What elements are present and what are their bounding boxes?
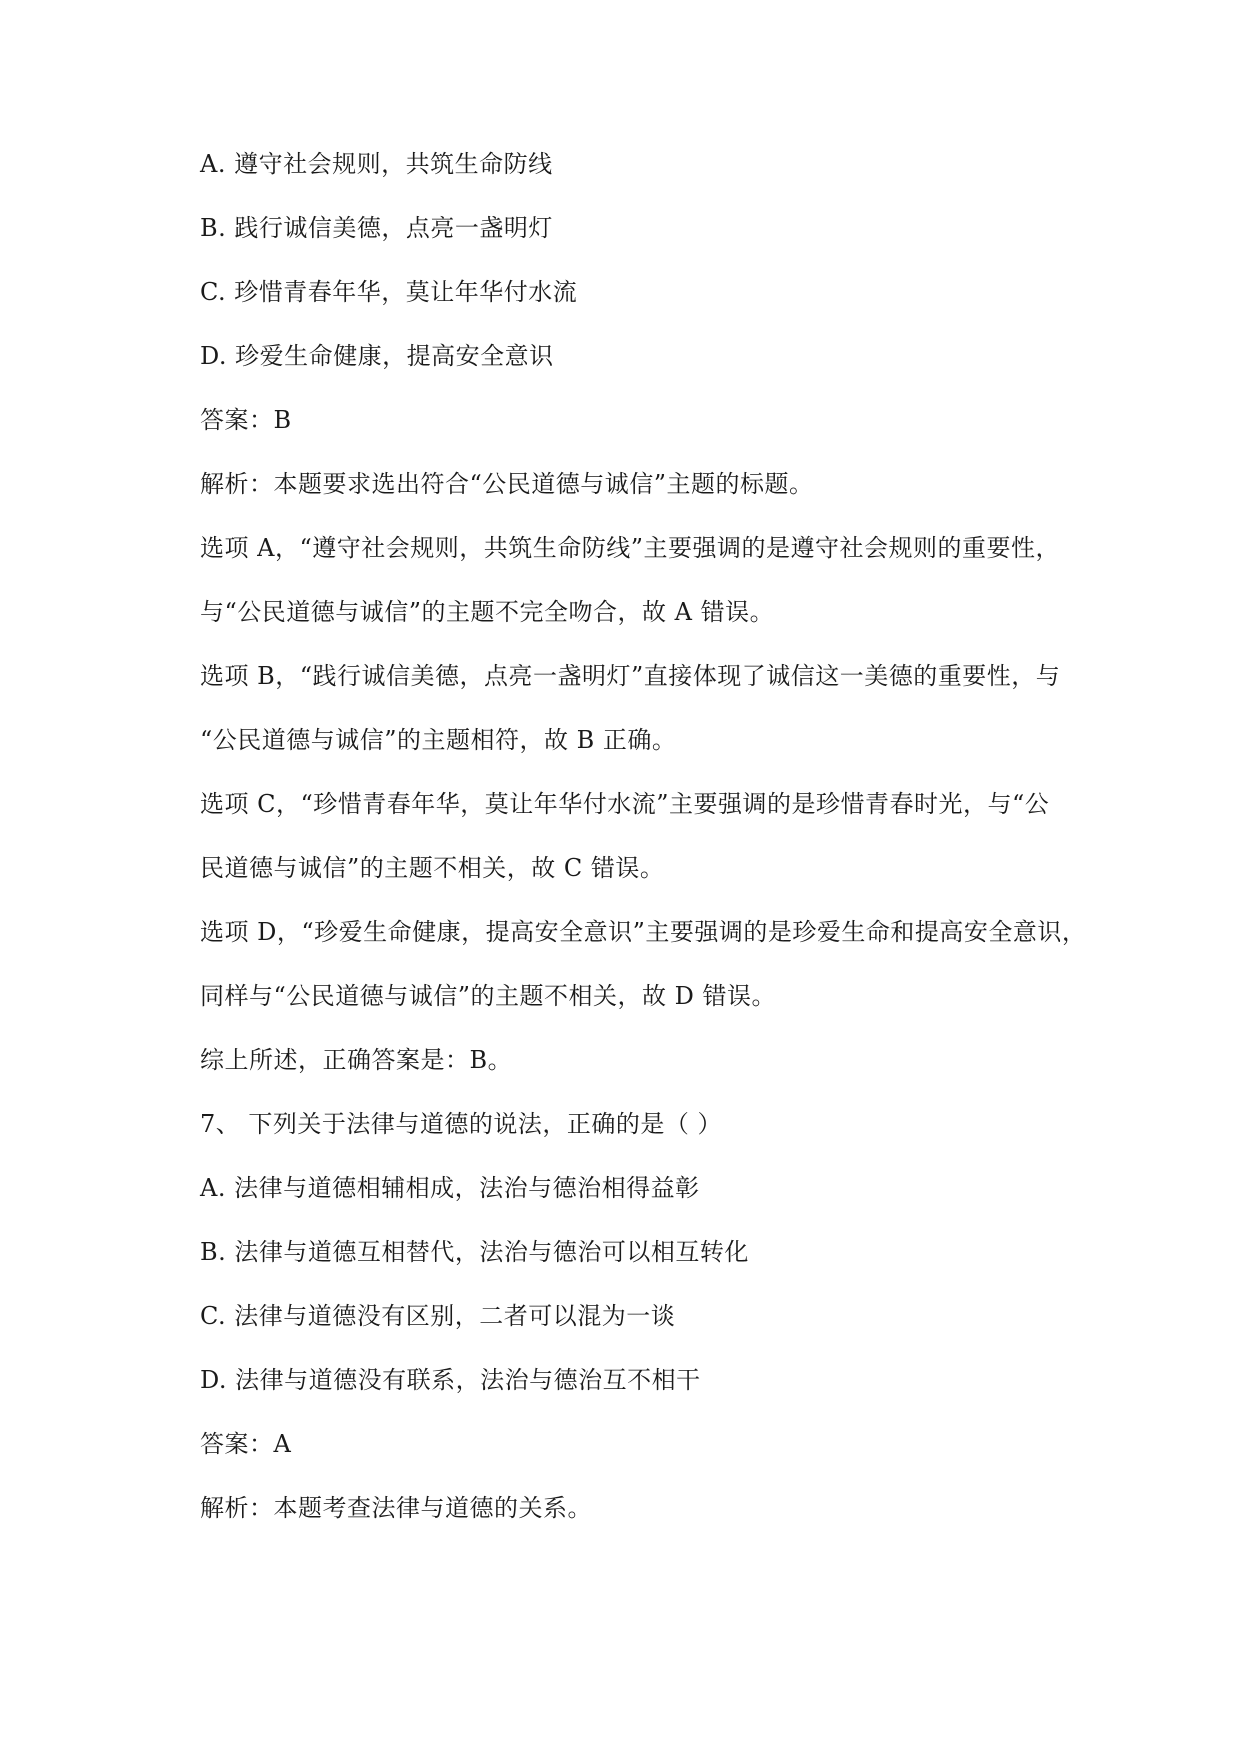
q6-analysis-line: 解析：本题要求选出符合“公民道德与诚信”主题的标题。 [200, 470, 814, 498]
q7-analysis-line: 解析：本题考查法律与道德的关系。 [200, 1494, 592, 1522]
q6-analysis-line: 民道德与诚信”的主题不相关，故 C 错误。 [200, 854, 665, 882]
q6-analysis-line: 选项 D，“珍爱生命健康，提高安全意识”主要强调的是珍爱生命和提高安全意识， [200, 918, 1087, 946]
q6-analysis-line: 选项 C，“珍惜青春年华，莫让年华付水流”主要强调的是珍惜青春时光，与“公 [200, 790, 1050, 818]
q6-answer: 答案：B [200, 406, 292, 434]
q6-option-d: D. 珍爱生命健康，提高安全意识 [200, 342, 554, 370]
q6-analysis-line: “公民道德与诚信”的主题相符，故 B 正确。 [200, 726, 677, 754]
q6-option-c: C. 珍惜青春年华，莫让年华付水流 [200, 278, 578, 306]
q6-option-a: A. 遵守社会规则，共筑生命防线 [200, 150, 553, 178]
q6-analysis-line: 选项 A，“遵守社会规则，共筑生命防线”主要强调的是遵守社会规则的重要性， [200, 534, 1060, 562]
q7-option-d: D. 法律与道德没有联系，法治与德治互不相干 [200, 1366, 701, 1394]
q6-analysis-line: 同样与“公民道德与诚信”的主题不相关，故 D 错误。 [200, 982, 777, 1010]
q6-analysis-line: 选项 B，“践行诚信美德，点亮一盏明灯”直接体现了诚信这一美德的重要性，与 [200, 662, 1061, 690]
q6-analysis-line: 与“公民道德与诚信”的主题不完全吻合，故 A 错误。 [200, 598, 775, 626]
q7-option-a: A. 法律与道德相辅相成，法治与德治相得益彰 [200, 1174, 700, 1202]
q7-option-c: C. 法律与道德没有区别，二者可以混为一谈 [200, 1302, 676, 1330]
q6-conclusion: 综上所述，正确答案是：B。 [200, 1046, 513, 1074]
q7-option-b: B. 法律与道德互相替代，法治与德治可以相互转化 [200, 1238, 749, 1266]
q7-answer: 答案：A [200, 1430, 292, 1458]
q7-stem: 7、 下列关于法律与道德的说法，正确的是（ ） [200, 1110, 723, 1138]
q6-option-b: B. 践行诚信美德，点亮一盏明灯 [200, 214, 553, 242]
